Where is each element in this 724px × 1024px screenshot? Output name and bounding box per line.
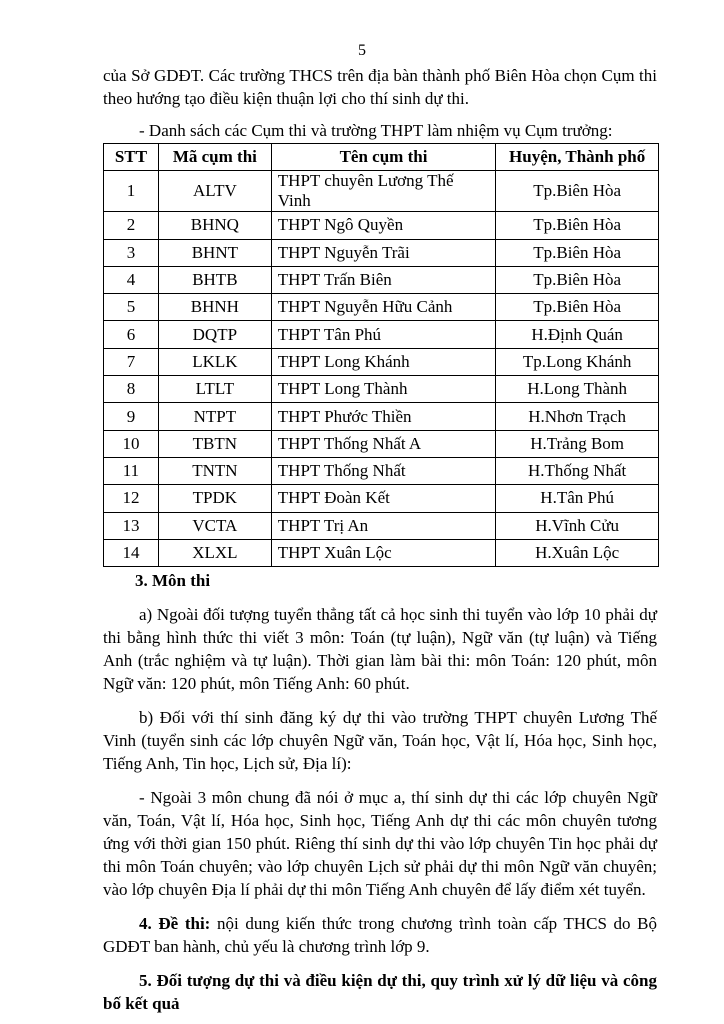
table-row	[104, 539, 659, 566]
cell-stt: 1	[104, 171, 159, 212]
cluster-list-title: - Danh sách các Cụm thi và trường THPT làm nhiệm vụ Cụm trưởng:	[139, 121, 613, 140]
section-4-text: nội dung kiến thức trong chương trình toàn cấp THCS do Bộ GDĐT ban hành, chủ yếu là chương trình lớp 9.	[103, 914, 657, 957]
section-3-para-b: b) Đối với thí sinh đăng ký dự thi vào trường THPT chuyên Lương Thế Vinh (tuyển sinh các lớp chuyên Ngữ văn, Toán học, Vật lí, Hóa học, Sinh học, Tiếng Anh, Tin học, Lịch sử, Địa lí):	[103, 708, 657, 774]
cell-stt: 9	[104, 403, 159, 430]
section-3-para-c: - Ngoài 3 môn chung đã nói ở mục a, thí sinh dự thi các lớp chuyên Ngữ văn, Toán, Vật lí, Hóa học, Sinh học, Tiếng Anh dự thi các môn chuyên tương ứng với thời gian 150 phút. Riêng thí sinh dự thi vào lớp chuyên Tin học phải dự thi môn Toán chuyên; vào lớp chuyên Lịch sử phải dự thi môn Ngữ văn chuyên; vào lớp chuyên Địa lí phải dự thi môn Tiếng Anh chuyên để lấy điểm xét tuyển.	[103, 788, 657, 900]
table-row	[104, 239, 659, 266]
table-header-row	[104, 144, 659, 171]
cell-cluster-code: XLXL	[158, 539, 271, 566]
cell-stt: 4	[104, 266, 159, 293]
cell-district: Tp.Biên Hòa	[496, 294, 659, 321]
cell-cluster-name: THPT Nguyễn Hữu Cảnh	[271, 294, 495, 321]
cell-cluster-name: THPT Long Khánh	[271, 348, 495, 375]
cell-stt: 3	[104, 239, 159, 266]
cell-district: Tp.Biên Hòa	[496, 266, 659, 293]
section-4-paragraph	[103, 912, 657, 958]
table-row	[104, 485, 659, 512]
cell-cluster-name: THPT Phước Thiền	[271, 403, 495, 430]
cell-cluster-code: VCTA	[158, 512, 271, 539]
cell-cluster-name: THPT Nguyễn Trãi	[271, 239, 495, 266]
cell-cluster-name: THPT Thống Nhất A	[271, 430, 495, 457]
cell-cluster-code: ALTV	[158, 171, 271, 212]
section-4-heading: 4. Đề thi:	[139, 914, 211, 934]
cell-district: H.Long Thành	[496, 376, 659, 403]
table-row	[104, 512, 659, 539]
cell-cluster-code: DQTP	[158, 321, 271, 348]
header-district: Huyện, Thành phố	[496, 144, 659, 171]
cell-cluster-code: TBTN	[158, 430, 271, 457]
cell-cluster-code: BHTB	[158, 266, 271, 293]
cell-cluster-name: THPT Long Thành	[271, 376, 495, 403]
cell-cluster-code: LKLK	[158, 348, 271, 375]
cell-cluster-name: THPT Xuân Lộc	[271, 539, 495, 566]
cell-district: Tp.Long Khánh	[496, 348, 659, 375]
cell-stt: 5	[104, 294, 159, 321]
cell-stt: 11	[104, 457, 159, 484]
section-3-heading: 3. Môn thi	[135, 571, 211, 591]
cell-district: Tp.Biên Hòa	[496, 212, 659, 239]
table-row	[104, 266, 659, 293]
cell-cluster-code: NTPT	[158, 403, 271, 430]
cell-district: H.Tân Phú	[496, 485, 659, 512]
cell-district: H.Định Quán	[496, 321, 659, 348]
cell-cluster-name: THPT chuyên Lương Thế Vinh	[271, 171, 495, 212]
cell-cluster-code: BHNH	[158, 294, 271, 321]
cell-stt: 8	[104, 376, 159, 403]
cell-district: H.Nhơn Trạch	[496, 403, 659, 430]
cell-cluster-name: THPT Tân Phú	[271, 321, 495, 348]
cell-stt: 7	[104, 348, 159, 375]
intro-paragraph: của Sở GDĐT. Các trường THCS trên địa bàn thành phố Biên Hòa chọn Cụm thi theo hướng tạo điều kiện thuận lợi cho thí sinh dự thi.	[103, 66, 657, 108]
cell-stt: 13	[104, 512, 159, 539]
table-row	[104, 457, 659, 484]
cell-district: H.Trảng Bom	[496, 430, 659, 457]
cell-stt: 6	[104, 321, 159, 348]
header-cluster-name: Tên cụm thi	[271, 144, 495, 171]
table-row	[104, 376, 659, 403]
cell-cluster-name: THPT Thống Nhất	[271, 457, 495, 484]
header-cluster-code: Mã cụm thi	[158, 144, 271, 171]
cell-district: Tp.Biên Hòa	[496, 171, 659, 212]
header-stt: STT	[104, 144, 159, 171]
table-row	[104, 348, 659, 375]
cell-district: H.Thống Nhất	[496, 457, 659, 484]
table-row	[104, 430, 659, 457]
cell-cluster-name: THPT Ngô Quyền	[271, 212, 495, 239]
cell-cluster-code: BHNQ	[158, 212, 271, 239]
exam-cluster-table	[103, 143, 659, 567]
cell-cluster-name: THPT Đoàn Kết	[271, 485, 495, 512]
cell-district: H.Vĩnh Cửu	[496, 512, 659, 539]
cell-stt: 10	[104, 430, 159, 457]
cell-stt: 2	[104, 212, 159, 239]
cell-cluster-name: THPT Trấn Biên	[271, 266, 495, 293]
table-row	[104, 294, 659, 321]
cell-stt: 14	[104, 539, 159, 566]
cell-cluster-code: BHNT	[158, 239, 271, 266]
table-row	[104, 212, 659, 239]
cell-stt: 12	[104, 485, 159, 512]
section-3-para-a: a) Ngoài đối tượng tuyển thẳng tất cả học sinh thi tuyển vào lớp 10 phải dự thi bằng hình thức thi viết 3 môn: Toán (tự luận), Ngữ văn (tự luận) và Tiếng Anh (trắc nghiệm và tự luận). Thời gian làm bài thi: môn Toán: 120 phút, môn Ngữ văn: 120 phút, môn Tiếng Anh: 60 phút.	[103, 605, 657, 694]
table-row	[104, 321, 659, 348]
document-body	[103, 64, 657, 1015]
cell-cluster-code: TPDK	[158, 485, 271, 512]
table-row	[104, 403, 659, 430]
cell-cluster-code: LTLT	[158, 376, 271, 403]
cell-cluster-code: TNTN	[158, 457, 271, 484]
cell-cluster-name: THPT Trị An	[271, 512, 495, 539]
section-5-heading: 5. Đối tượng dự thi và điều kiện dự thi, quy trình xử lý dữ liệu và công bố kết quả	[103, 971, 657, 1014]
page-number: 5	[358, 42, 366, 59]
cell-district: Tp.Biên Hòa	[496, 239, 659, 266]
table-row	[104, 171, 659, 212]
cell-district: H.Xuân Lộc	[496, 539, 659, 566]
